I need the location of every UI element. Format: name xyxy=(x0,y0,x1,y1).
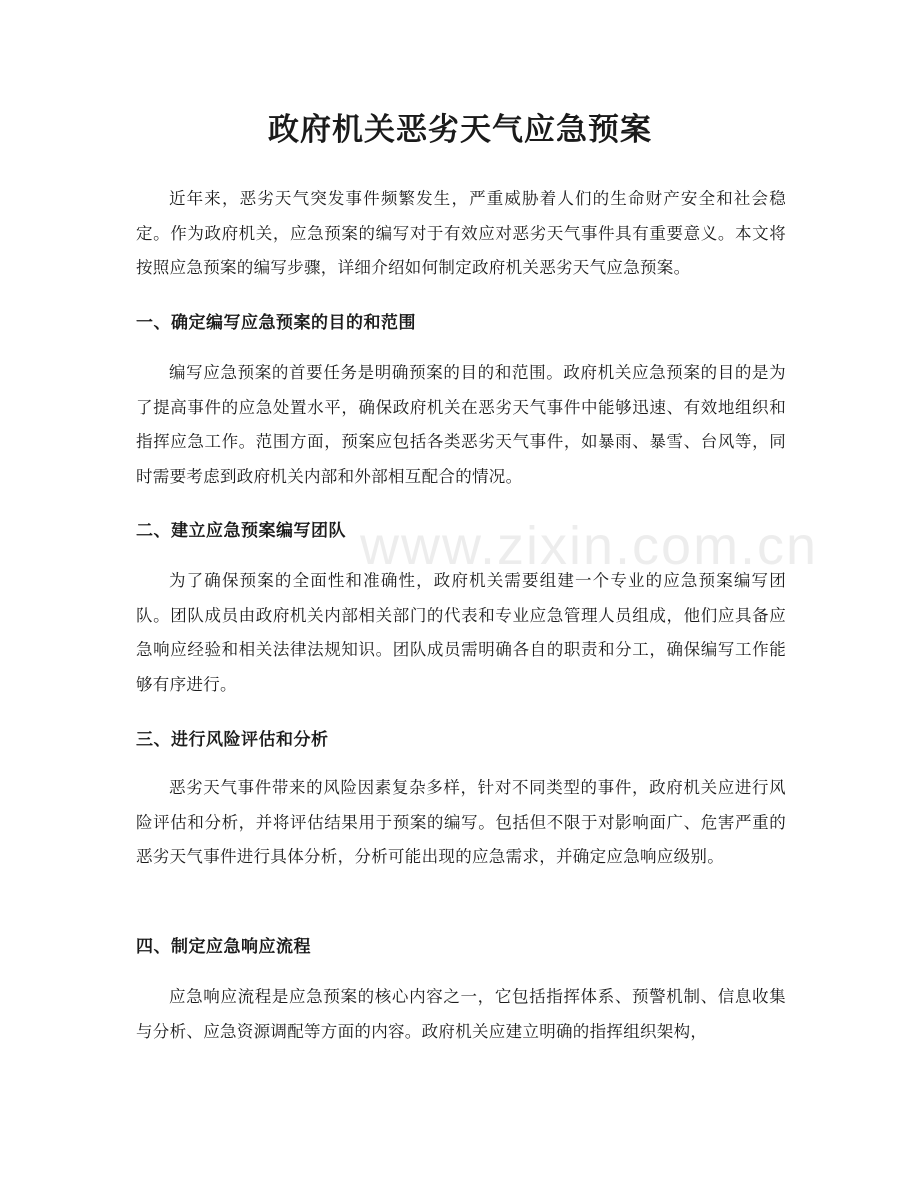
section-heading-1: 一、确定编写应急预案的目的和范围 xyxy=(136,313,416,333)
section-body-1: 编写应急预案的首要任务是明确预案的目的和范围。政府机关应急预案的目的是为了提高事件的应急处置水平，确保政府机关在恶劣天气事件中能够迅速、有效地组织和指挥应急工作。范围方面，预案应包括各类恶劣天气事件，如暴雨、暴雪、台风等，同时需要考虑到政府机关内部和外部相互配合的情况。 xyxy=(136,363,786,486)
intro-paragraph: 近年来，恶劣天气突发事件频繁发生，严重威胁着人们的生命财产安全和社会稳定。作为政府机关，应急预案的编写对于有效应对恶劣天气事件具有重要意义。本文将按照应急预案的编写步骤，详细介绍如何制定政府机关恶劣天气应急预案。 xyxy=(136,189,786,277)
section-heading-4: 四、制定应急响应流程 xyxy=(136,937,311,957)
section-body-4: 应急响应流程是应急预案的核心内容之一，它包括指挥体系、预警机制、信息收集与分析、应急资源调配等方面的内容。政府机关应建立明确的指挥组织架构， xyxy=(136,987,786,1041)
section-heading-2: 二、建立应急预案编写团队 xyxy=(136,521,346,541)
document-title: 政府机关恶劣天气应急预案 xyxy=(268,112,652,148)
section-body-3: 恶劣天气事件带来的风险因素复杂多样，针对不同类型的事件，政府机关应进行风险评估和分析，并将评估结果用于预案的编写。包括但不限于对影响面广、危害严重的恶劣天气事件进行具体分析，分析可能出现的应急需求，并确定应急响应级别。 xyxy=(136,778,786,866)
section-body-2: 为了确保预案的全面性和准确性，政府机关需要组建一个专业的应急预案编写团队。团队成员由政府机关内部相关部门的代表和专业应急管理人员组成，他们应具备应急响应经验和相关法律法规知识。团队成员需明确各自的职责和分工，确保编写工作能够有序进行。 xyxy=(136,571,786,694)
section-heading-3: 三、进行风险评估和分析 xyxy=(136,730,329,750)
watermark: www.zixin.com.cn xyxy=(360,516,819,576)
